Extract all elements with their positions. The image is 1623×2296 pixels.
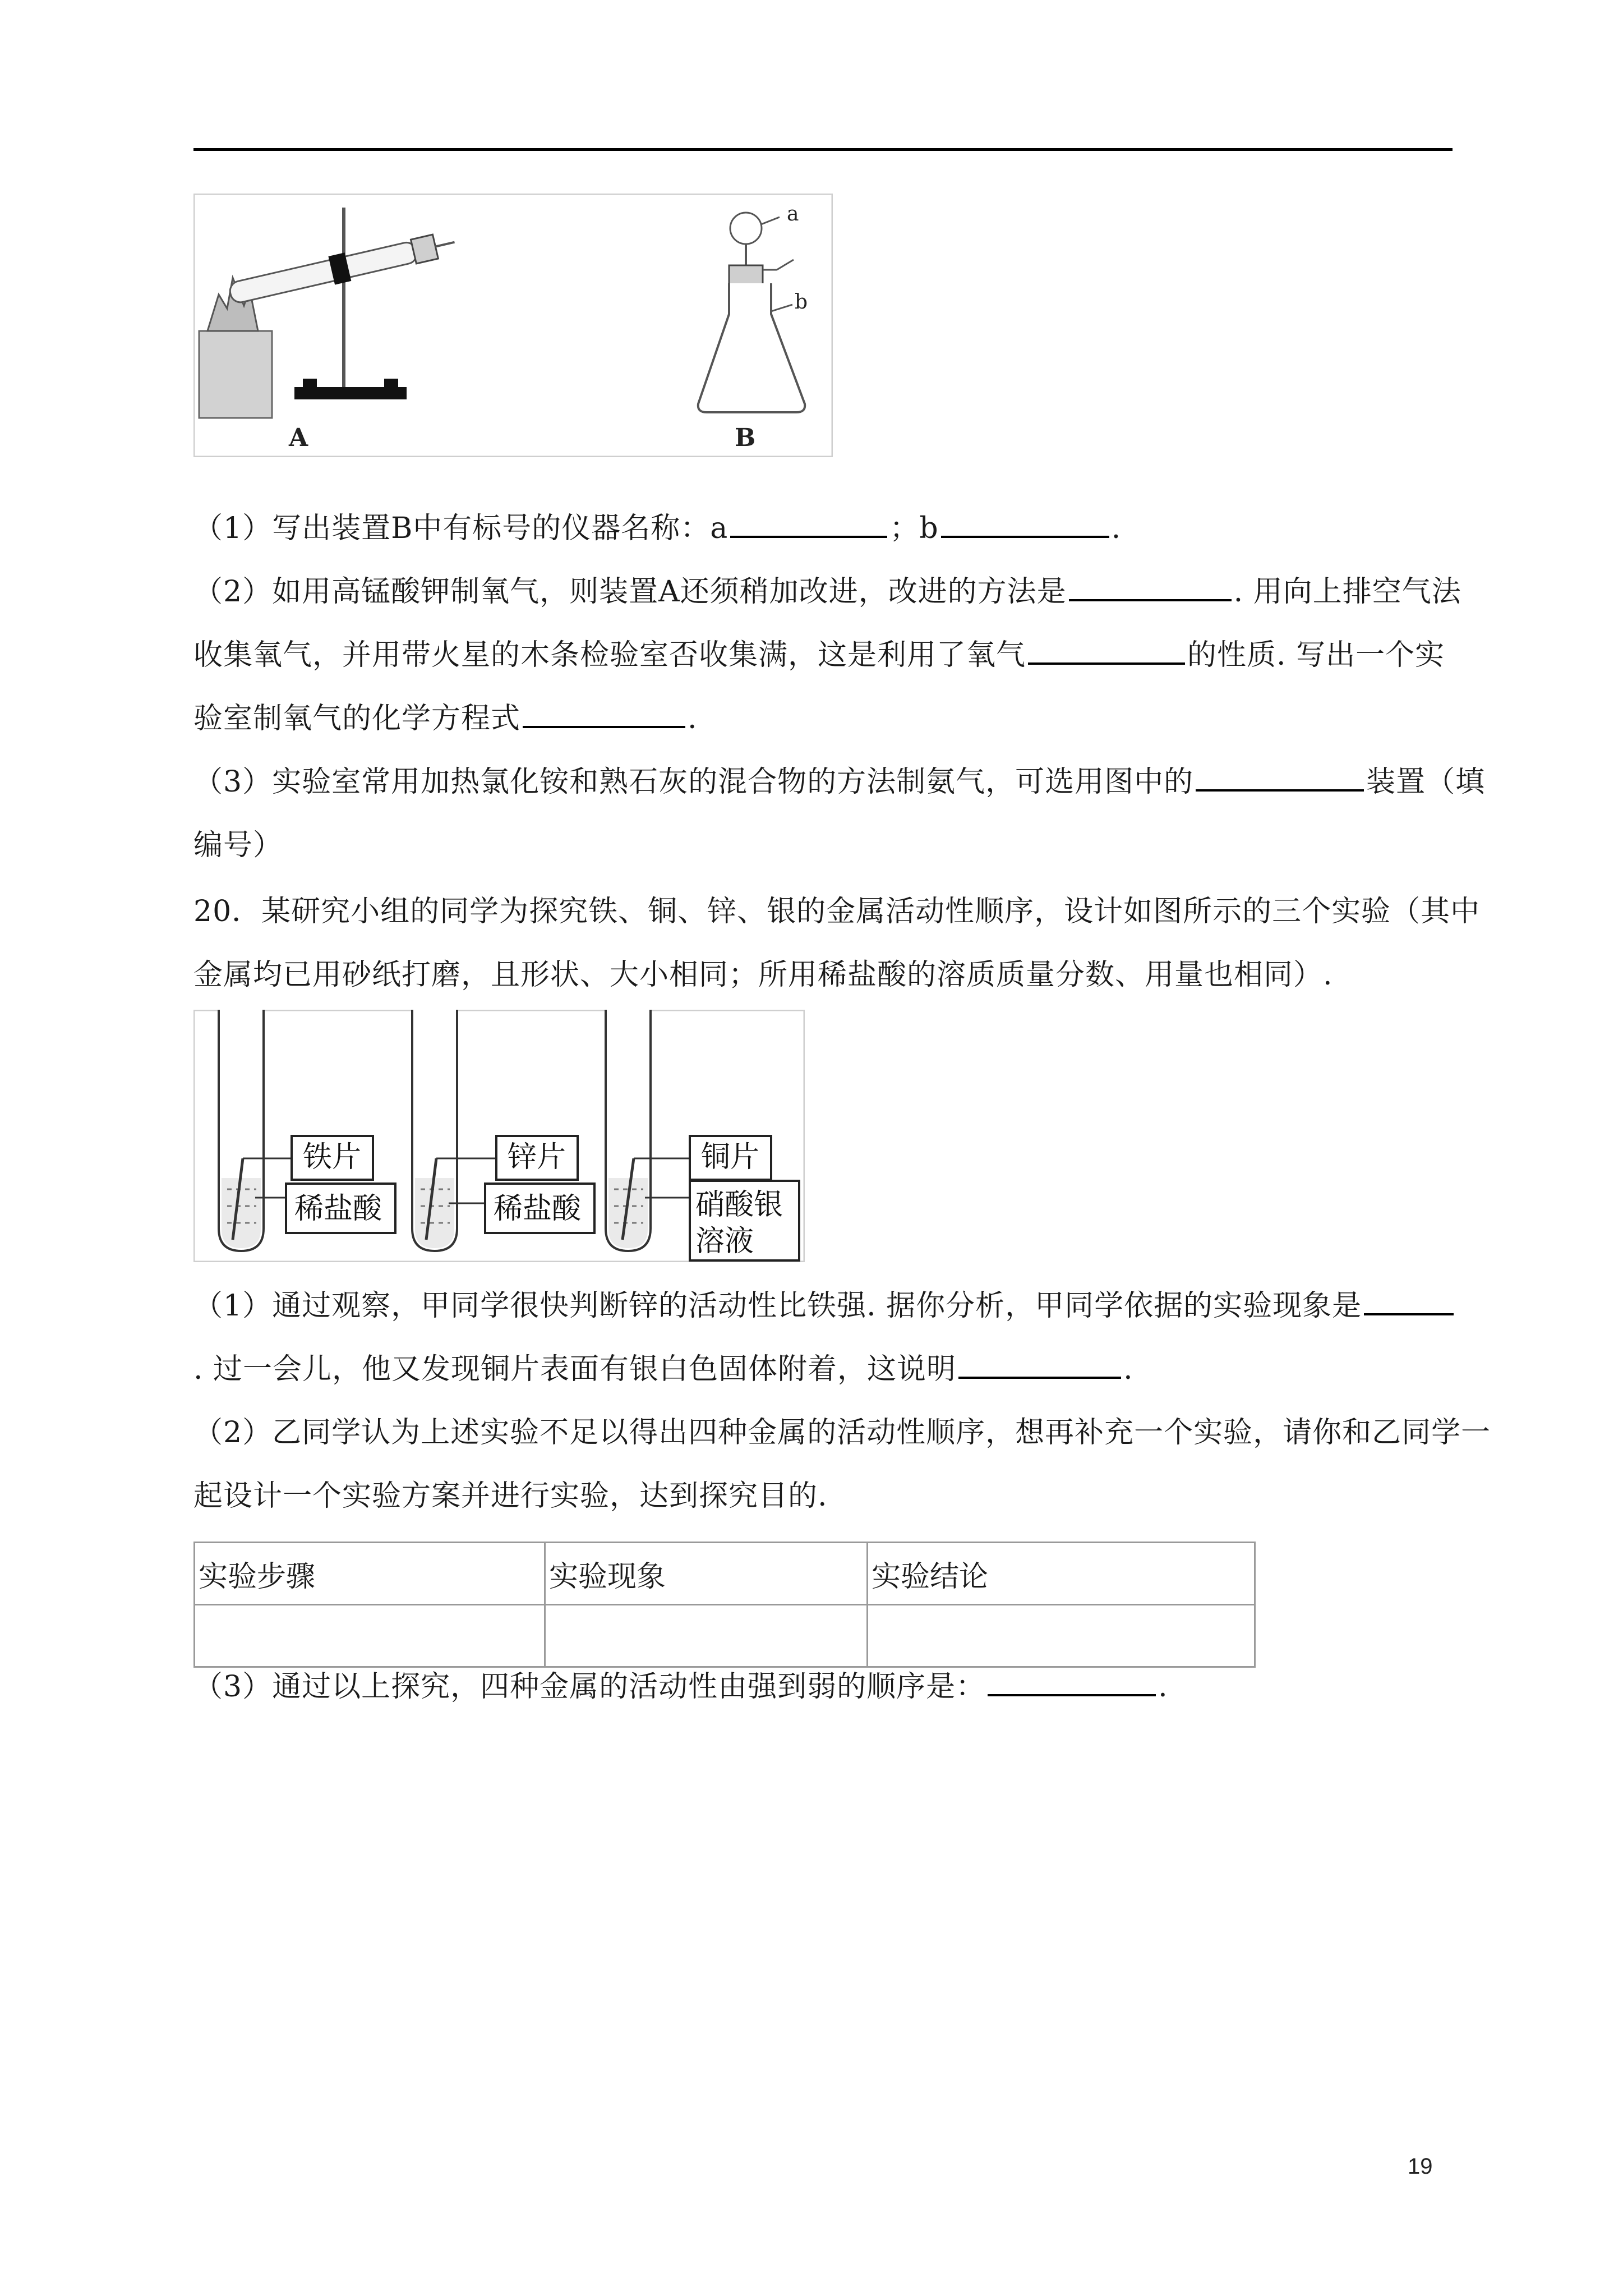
answer-blank-apparatus[interactable] — [1196, 765, 1364, 792]
table-row — [195, 1605, 1255, 1667]
q19-part1: （1）写出装置B中有标号的仪器名称：a ；b . — [193, 512, 1122, 545]
svg-text:a: a — [787, 203, 799, 226]
q20-intro-line1: 20．某研究小组的同学为探究铁、铜、锌、银的金属活动性顺序，设计如图所示的三个实验（其中 — [193, 895, 1481, 928]
table-cell-phenomena[interactable] — [545, 1605, 868, 1667]
answer-blank-property[interactable] — [1028, 638, 1185, 665]
svg-text:锌片: 锌片 — [508, 1140, 566, 1174]
svg-text:稀盐酸: 稀盐酸 — [294, 1192, 382, 1226]
q20-part1-line2: . 过一会儿，他又发现铜片表面有银白色固体附着，这说明 . — [193, 1352, 1133, 1386]
q19-part3-line1: （3）实验室常用加热氯化铵和熟石灰的混合物的方法制氨气，可选用图中的 装置（填 — [193, 765, 1486, 799]
answer-blank-order[interactable] — [988, 1669, 1156, 1696]
q19-part2-line2: 收集氧气，并用带火星的木条检验室否收集满，这是利用了氧气 的性质. 写出一个实 — [193, 638, 1445, 672]
table-header-row — [195, 1543, 1255, 1605]
answer-blank-explanation[interactable] — [958, 1352, 1121, 1379]
q20-part1-line1: （1）通过观察，甲同学很快判断锌的活动性比铁强. 据你分析，甲同学依据的实验现象是 — [193, 1282, 1453, 1329]
header-rule — [193, 148, 1453, 151]
table-header-conclusion: 实验结论 — [868, 1543, 1255, 1605]
svg-text:b: b — [795, 291, 808, 314]
answer-blank-phenomenon[interactable] — [1364, 1289, 1454, 1315]
svg-text:铁片: 铁片 — [303, 1140, 362, 1174]
svg-text:溶液: 溶液 — [695, 1225, 754, 1258]
svg-text:铜片: 铜片 — [701, 1140, 760, 1174]
table-header-phenomena: 实验现象 — [545, 1543, 868, 1605]
table-cell-steps[interactable] — [195, 1605, 545, 1667]
table-header-steps: 实验步骤 — [195, 1543, 545, 1605]
q20-part3: （3）通过以上探究，四种金属的活动性由强到弱的顺序是： . — [193, 1670, 1168, 1704]
q19-part3-line2: 编号） — [193, 829, 283, 862]
svg-text:A: A — [289, 424, 308, 452]
test-tubes-figure — [193, 1010, 805, 1262]
answer-blank-a[interactable] — [730, 511, 887, 538]
svg-text:稀盐酸: 稀盐酸 — [494, 1192, 582, 1226]
answer-blank-b[interactable] — [941, 511, 1109, 538]
page-number: 19 — [1408, 2154, 1433, 2179]
table-cell-conclusion[interactable] — [868, 1605, 1255, 1667]
q19-part2-line3: 验室制氧气的化学方程式 . — [193, 702, 698, 735]
experiment-table — [193, 1542, 1256, 1668]
q20-intro-line2: 金属均已用砂纸打磨，且形状、大小相同；所用稀盐酸的溶质质量分数、用量也相同）. — [193, 958, 1333, 992]
q20-part2-line2: 起设计一个实验方案并进行实验，达到探究目的. — [193, 1479, 828, 1513]
apparatus-figure — [193, 194, 833, 457]
svg-text:硝酸银: 硝酸银 — [695, 1188, 783, 1222]
answer-blank-equation[interactable] — [523, 701, 685, 728]
answer-blank-improvement[interactable] — [1069, 574, 1232, 601]
q20-part2-line1: （2）乙同学认为上述实验不足以得出四种金属的活动性顺序，想再补充一个实验，请你和乙同学一 — [193, 1416, 1491, 1450]
q19-part2-line1: （2）如用高锰酸钾制氧气，则装置A还须稍加改进，改进的方法是 . 用向上排空气法 — [193, 575, 1461, 609]
svg-text:B: B — [735, 424, 756, 452]
